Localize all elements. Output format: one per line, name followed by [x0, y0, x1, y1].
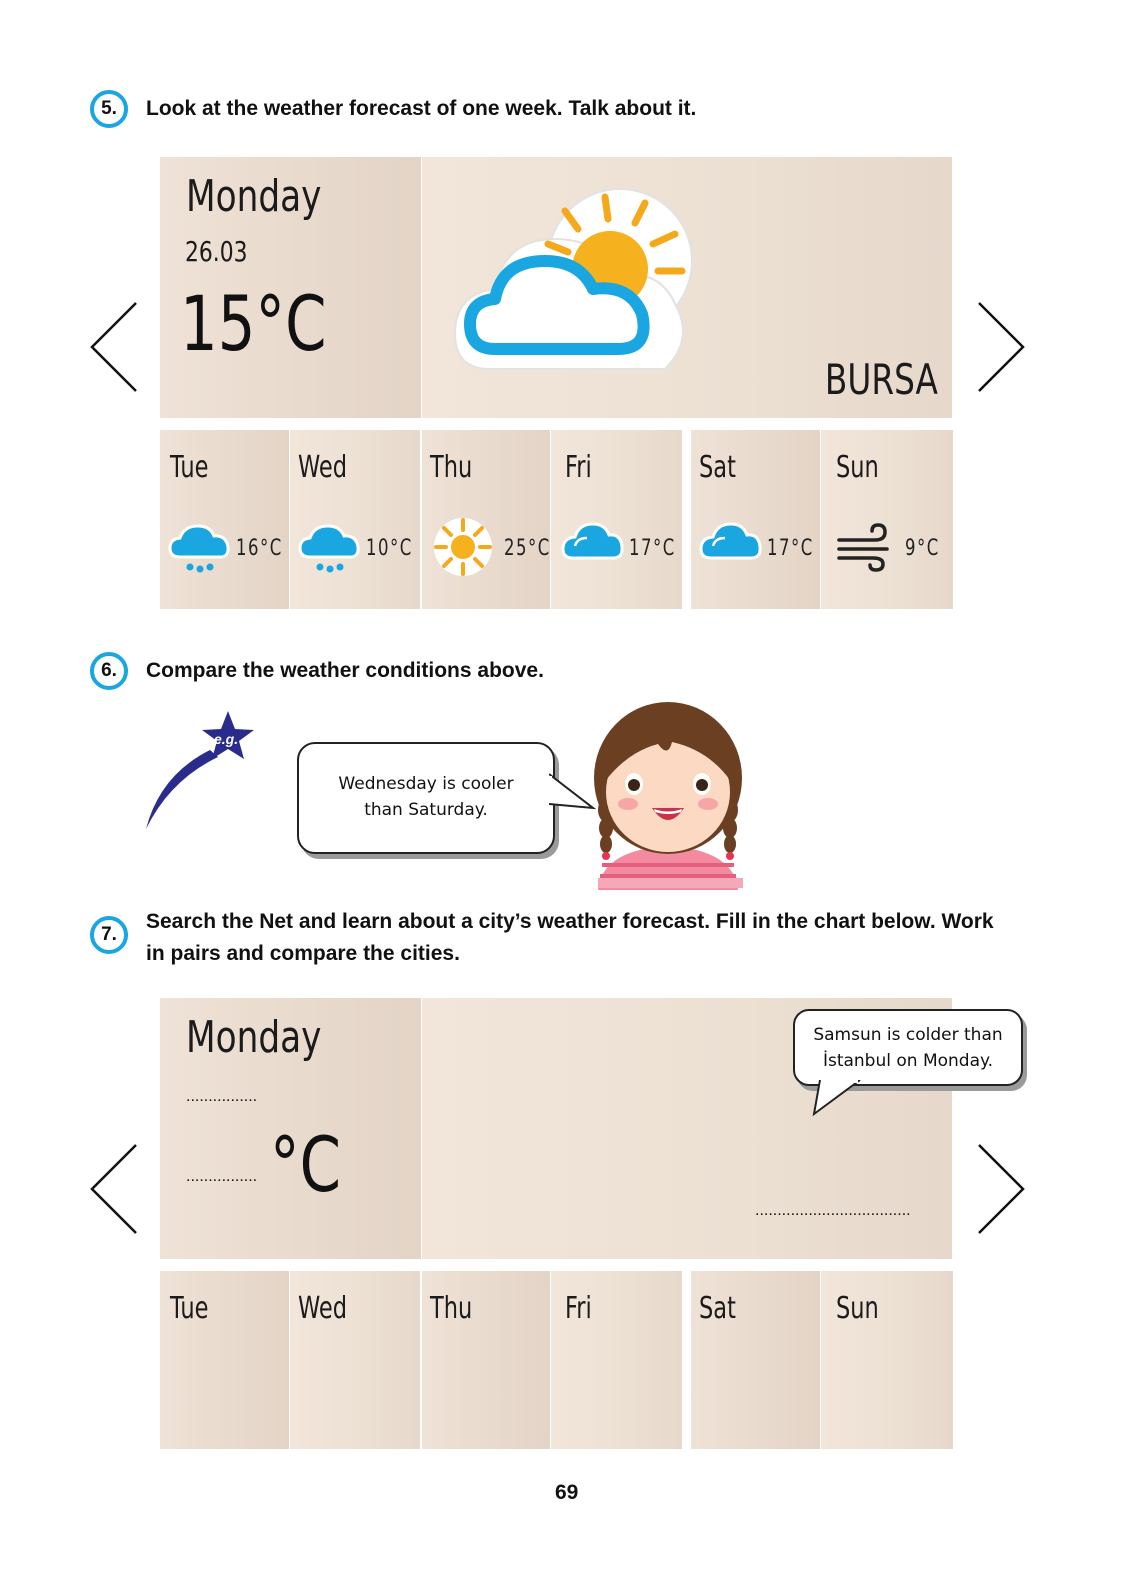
day-label: Wed	[298, 450, 348, 485]
blank-day-panel-tue	[160, 1271, 289, 1449]
day-label: Sat	[699, 1291, 736, 1326]
day-panel-sun	[821, 430, 953, 609]
blank-day-panel-wed	[290, 1271, 420, 1449]
question-5-text: Look at the weather forecast of one week. Talk about it.	[146, 97, 697, 120]
today-temperature: 15°C	[180, 279, 327, 368]
partly-cloudy-icon	[450, 189, 700, 379]
day-temperature: 10°C	[366, 536, 413, 561]
blank-today-day: Monday	[186, 1012, 322, 1063]
day-label: Sun	[836, 1291, 879, 1326]
page-number: 69	[555, 1481, 579, 1504]
cloud-icon	[699, 518, 763, 566]
question-number-5: 5.	[90, 90, 128, 128]
blank-day-panel-sun	[821, 1271, 953, 1449]
rain-cloud-icon	[298, 523, 364, 575]
question-7-line-2: in pairs and compare the cities.	[146, 942, 460, 965]
city-blank[interactable]: ...................................	[755, 1202, 911, 1219]
today-panel	[160, 157, 421, 418]
day-panel-tue	[160, 430, 289, 609]
question-6-text: Compare the weather conditions above.	[146, 659, 544, 682]
question-7-line-1: Search the Net and learn about a city’s weather forecast. Fill in the chart below. Work	[146, 910, 994, 933]
today-date: 26.03	[185, 235, 248, 268]
day-label: Wed	[298, 1291, 348, 1326]
day-temperature: 16°C	[236, 536, 283, 561]
day-label: Thu	[430, 450, 473, 485]
today-day: Monday	[186, 171, 322, 222]
day-label: Fri	[565, 450, 592, 485]
day-panel-fri	[551, 430, 682, 609]
speech-bubble	[297, 742, 555, 854]
day-panel-wed	[290, 430, 420, 609]
day-panel-sat	[691, 430, 820, 609]
speech-bubble	[793, 1009, 1023, 1086]
day-label: Thu	[430, 1291, 473, 1326]
temperature-unit: °C	[270, 1120, 342, 1209]
sun-icon	[432, 516, 494, 578]
day-temperature: 25°C	[504, 536, 551, 561]
example-star-icon	[140, 705, 260, 835]
question-number-6: 6.	[90, 652, 128, 690]
bubble-line-2: İstanbul on Monday.	[822, 1051, 994, 1071]
day-label: Tue	[170, 450, 209, 485]
day-label: Fri	[565, 1291, 592, 1326]
blank-day-panel-sat	[691, 1271, 820, 1449]
wind-icon	[835, 522, 895, 572]
today-icon-panel	[422, 157, 952, 418]
previous-arrow-icon[interactable]	[88, 1142, 140, 1236]
day-panel-thu	[422, 430, 550, 609]
cloud-icon	[561, 518, 625, 566]
question-number-7: 7.	[90, 916, 128, 954]
date-blank[interactable]: ................	[186, 1088, 258, 1105]
next-arrow-icon[interactable]	[975, 1142, 1027, 1236]
blank-day-panel-thu	[422, 1271, 550, 1449]
speech-bubble-tail	[810, 1080, 870, 1120]
example-label: e.g.	[214, 731, 239, 747]
day-label: Sun	[836, 450, 879, 485]
girl-avatar	[588, 700, 748, 890]
blank-day-panel-fri	[551, 1271, 682, 1449]
city-name: BURSA	[824, 355, 938, 404]
day-label: Sat	[699, 450, 736, 485]
blank-today-panel	[160, 998, 421, 1259]
bubble-line-1: Wednesday is cooler	[338, 774, 514, 794]
rain-cloud-icon	[168, 523, 234, 575]
temperature-blank[interactable]: ................	[186, 1168, 258, 1185]
day-temperature: 9°C	[905, 536, 940, 561]
bubble-line-2: than Saturday.	[364, 800, 488, 820]
day-temperature: 17°C	[767, 536, 814, 561]
day-temperature: 17°C	[629, 536, 676, 561]
previous-arrow-icon[interactable]	[88, 300, 140, 394]
bubble-line-1: Samsun is colder than	[813, 1025, 1003, 1045]
next-arrow-icon[interactable]	[975, 300, 1027, 394]
day-label: Tue	[170, 1291, 209, 1326]
